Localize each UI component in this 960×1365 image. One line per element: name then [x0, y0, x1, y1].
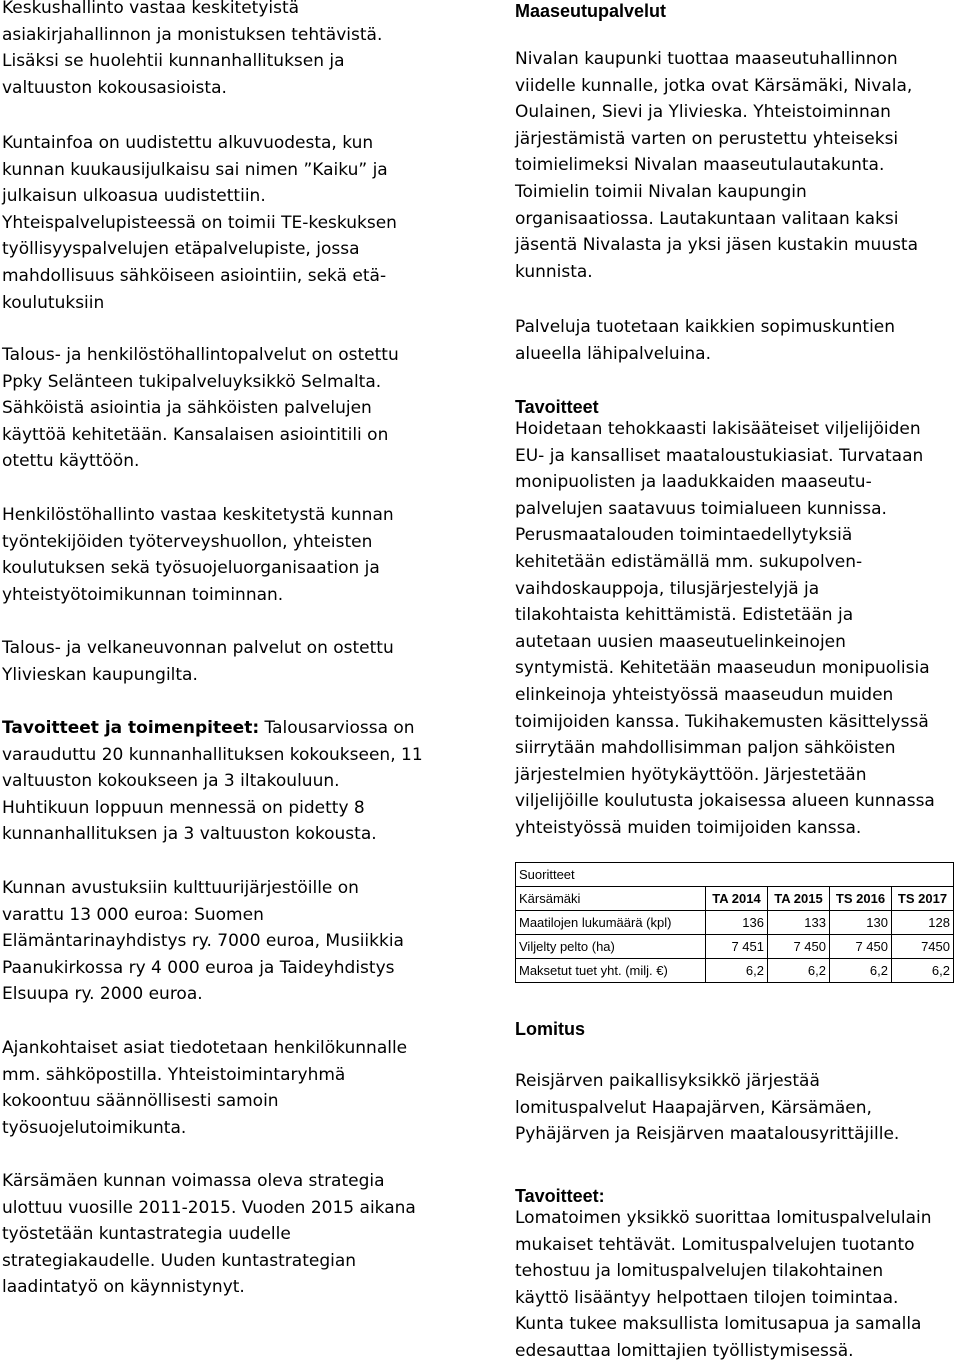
table-row [516, 935, 954, 959]
text-line: Nivalan kaupunki tuottaa maaseutuhallinnon [515, 49, 898, 69]
text-line: Pyhäjärven ja Reisjärven maatalousyrittäjille. [515, 1124, 900, 1145]
text-line: alueella lähipalveluina. [515, 343, 712, 364]
table-cell: 133 [768, 911, 830, 935]
paragraph-tiedotus [2, 1035, 407, 1141]
text-line: kehitetään edistämällä mm. sukupolven- [515, 551, 863, 572]
text-line: Hoidetaan tehokkaasti lakisääteiset viljelijöiden [515, 419, 921, 439]
table-header-row [516, 887, 954, 911]
text-line: vaihdoskauppoja, tilusjärjestelyjä ja [515, 578, 820, 599]
text-line: toimijoiden kanssa. Tukihakemusten käsittelyssä [515, 711, 929, 732]
text-line: Ppky Selänteen tukipalveluyksikkö Selmalta. [2, 371, 382, 392]
paragraph-keskushallinto [2, 0, 382, 101]
text-line: asiakirjahallinnon ja monistuksen tehtävistä. [2, 24, 383, 45]
paragraph-henkilostohallinto [2, 502, 394, 608]
heading-lomitus: Lomitus [515, 1019, 585, 1039]
heading-tavoitteet: Tavoitteet [515, 397, 599, 417]
text-line: jäsentä Nivalasta ja yksi jäsen kustakin muusta [515, 235, 919, 256]
text-line: mm. sähköpostilla. Yhteistoimintaryhmä [2, 1064, 346, 1085]
text-line: palvelujen saatavuus toimialueen kunnissa. [515, 498, 887, 519]
text-line: Oulainen, Sievi ja Ylivieska. Yhteistoiminnan [515, 102, 891, 123]
table-row [516, 911, 954, 935]
table-title-row [516, 863, 954, 887]
table-cell-empty [830, 863, 892, 887]
table-cell: 7 450 [768, 935, 830, 959]
text-line: kunnista. [515, 261, 593, 282]
paragraph-tavoitteet-maaseutu [515, 416, 935, 842]
paragraph-strategia [2, 1168, 416, 1301]
suoritteet-table [515, 862, 954, 983]
table-cell: 136 [706, 911, 768, 935]
text-line: tehostuu ja lomituspalvelujen tilakohtainen [515, 1261, 884, 1282]
text-line: käyttöä kehitetään. Kansalaisen asiointitili on [2, 424, 389, 445]
goals-first-text: Talousarviossa on [259, 718, 415, 738]
text-line: yhteistyötoimikunnan toiminnan. [2, 584, 284, 605]
table-cell: 130 [830, 911, 892, 935]
paragraph-avustukset [2, 875, 404, 1008]
goals-label: Tavoitteet ja toimenpiteet: [2, 718, 260, 738]
table-cell-empty [892, 863, 954, 887]
paragraph-tavoitteet-toimenpiteet [2, 715, 423, 848]
table-column-header: TA 2014 [706, 887, 768, 911]
table-cell-empty [768, 863, 830, 887]
text-line: Talous- ja henkilöstöhallintopalvelut on ostettu [2, 345, 399, 365]
table-cell-empty [706, 863, 768, 887]
table-title: Suoritteet [516, 863, 706, 887]
table-header-label: Kärsämäki [516, 887, 706, 911]
text-line: mahdollisuus sähköiseen asiointiin, sekä etä- [2, 265, 387, 286]
text-line: Sähköistä asiointia ja sähköisten palvelujen [2, 398, 372, 419]
text-line: Kunta tukee maksullista lomitusapua ja samalla [515, 1314, 922, 1335]
text-line: julkaisun ulkoasua uudistettiin. [2, 186, 266, 207]
paragraph-talous-henkilosto [2, 342, 399, 475]
text-line: kunnanhallituksen ja 3 valtuuston kokousta. [2, 824, 377, 845]
table-cell: 6,2 [706, 959, 768, 983]
text-line: Talous- ja velkaneuvonnan palvelut on ostettu [2, 638, 394, 658]
text-line: kunnan kuukausijulkaisu sai nimen ”Kaiku” ja [2, 159, 388, 180]
text-line: työsuojelutoimikunta. [2, 1117, 187, 1138]
text-line: Kärsämäen kunnan voimassa oleva strategia [2, 1171, 385, 1191]
paragraph-velkaneuvonta [2, 635, 394, 688]
text-line: työntekijöiden työterveyshuollon, yhteisten [2, 531, 373, 552]
text-line: edesauttaa lomittajien työllistymisessä. [515, 1340, 854, 1361]
text-line: strategiakaudelle. Uuden kuntastrategian [2, 1250, 357, 1271]
text-line: tilakohtaista kehittämistä. Edistetään ja [515, 605, 854, 626]
text-line: Yhteispalvelupisteessä on toimii TE-keskuksen [2, 212, 397, 233]
table-cell: 6,2 [892, 959, 954, 983]
text-line: laadintatyö on käynnistynyt. [2, 1277, 245, 1298]
text-line: varattu 13 000 euroa: Suomen [2, 904, 264, 925]
text-line: ulottuu vuosille 2011-2015. Vuoden 2015 aikana [2, 1197, 416, 1218]
table-column-header: TA 2015 [768, 887, 830, 911]
text-line: viljelijöille koulutusta jokaisessa alueen kunnassa [515, 791, 935, 812]
text-line: viidelle kunnalle, jotka ovat Kärsämäki, Nivala, [515, 75, 913, 96]
text-line: Perusmaatalouden toimintaedellytyksiä [515, 525, 853, 546]
table-cell: 6,2 [830, 959, 892, 983]
text-line: varauduttu 20 kunnanhallituksen kokoukseen, 11 [2, 744, 423, 765]
text-line: Lomatoimen yksikkö suorittaa lomituspalvelulain [515, 1208, 932, 1228]
text-line: työstetään kuntastrategia uudelle [2, 1224, 291, 1245]
table-column-header: TS 2017 [892, 887, 954, 911]
text-line: Kuntainfoa on uudistettu alkuvuodesta, kun [2, 133, 374, 153]
text-line: koulutuksiin [2, 292, 105, 313]
heading-tavoitteet-lomitus: Tavoitteet: [515, 1186, 605, 1206]
text-line: autetaan uusien maaseutuelinkeinojen [515, 631, 846, 652]
text-line: Kunnan avustuksiin kulttuurijärjestöille on [2, 878, 359, 898]
table-column-header: TS 2016 [830, 887, 892, 911]
paragraph-nivala [515, 46, 918, 285]
text-line: Elsuupa ry. 2000 euroa. [2, 984, 203, 1005]
text-line: organisaatiossa. Lautakuntaan valitaan kaksi [515, 208, 899, 229]
text-line: Lisäksi se huolehtii kunnanhallituksen ja [2, 51, 345, 72]
text-line: koulutuksen sekä työsuojeluorganisaation ja [2, 558, 380, 579]
paragraph-kuntainfo [2, 130, 397, 316]
heading-maaseutupalvelut: Maaseutupalvelut [515, 1, 667, 21]
text-line: yhteistyössä muiden toimijoiden kanssa. [515, 817, 862, 838]
table-cell: 6,2 [768, 959, 830, 983]
paragraph-lomatoimi [515, 1205, 932, 1365]
text-line: valtuuston kokousasioista. [2, 77, 227, 98]
text-line: Ajankohtaiset asiat tiedotetaan henkilökunnalle [2, 1038, 408, 1058]
table-row [516, 959, 954, 983]
text-line: käyttö lisääntyy helpottaen tilojen toimintaa. [515, 1287, 899, 1308]
text-line: järjestelmien hyötykäyttöön. Järjestetään [515, 764, 867, 785]
text-line: Ylivieskan kaupungilta. [2, 664, 198, 685]
text-line [2, 715, 423, 742]
text-line: Elämäntarinayhdistys ry. 7000 euroa, Musiikkia [2, 931, 404, 952]
text-line: mukaiset tehtävät. Lomituspalvelujen tuotanto [515, 1234, 915, 1255]
text-line: lomituspalvelut Haapajärven, Kärsämäen, [515, 1097, 872, 1118]
text-line: Toimielin toimii Nivalan kaupungin [515, 181, 807, 202]
table-cell: 7 451 [706, 935, 768, 959]
text-line: otettu käyttöön. [2, 451, 140, 472]
table-row-label: Maksetut tuet yht. (milj. €) [516, 959, 706, 983]
table-cell: 7450 [892, 935, 954, 959]
text-line: työllisyyspalvelujen etäpalvelupiste, jossa [2, 239, 360, 260]
paragraph-lahipalvelut [515, 314, 895, 367]
text-line: Huhtikuun loppuun mennessä on pidetty 8 [2, 797, 365, 818]
text-line: Keskushallinto vastaa keskitetyistä [2, 0, 300, 18]
text-line: syntymistä. Kehitetään maaseudun monipuolisia [515, 658, 930, 679]
text-line: kokoontuu säännöllisesti samoin [2, 1091, 279, 1112]
text-line: Paanukirkossa ry 4 000 euroa ja Taideyhdistys [2, 957, 395, 978]
table-cell: 7 450 [830, 935, 892, 959]
text-line: siirrytään mahdollisimman paljon sähköisten [515, 738, 896, 759]
text-line: Palveluja tuotetaan kaikkien sopimuskuntien [515, 317, 896, 337]
table-row-label: Maatilojen lukumäärä (kpl) [516, 911, 706, 935]
text-line: valtuuston kokoukseen ja 3 iltakouluun. [2, 771, 340, 792]
paragraph-lomitus [515, 1068, 899, 1148]
table-row-label: Viljelty pelto (ha) [516, 935, 706, 959]
text-line: Henkilöstöhallinto vastaa keskitetystä kunnan [2, 505, 394, 525]
text-line: toimielimeksi Nivalan maaseutulautakunta. [515, 155, 885, 176]
text-line: Reisjärven paikallisyksikkö järjestää [515, 1071, 820, 1091]
table-cell: 128 [892, 911, 954, 935]
text-line: elinkeinoja yhteistyössä maaseudun muiden [515, 684, 894, 705]
text-line: monipuolisten ja laadukkaiden maaseutu- [515, 472, 872, 493]
text-line: EU- ja kansalliset maataloustukiasiat. Turvataan [515, 445, 924, 466]
text-line: järjestämistä varten on perustettu yhteiseksi [515, 128, 899, 149]
